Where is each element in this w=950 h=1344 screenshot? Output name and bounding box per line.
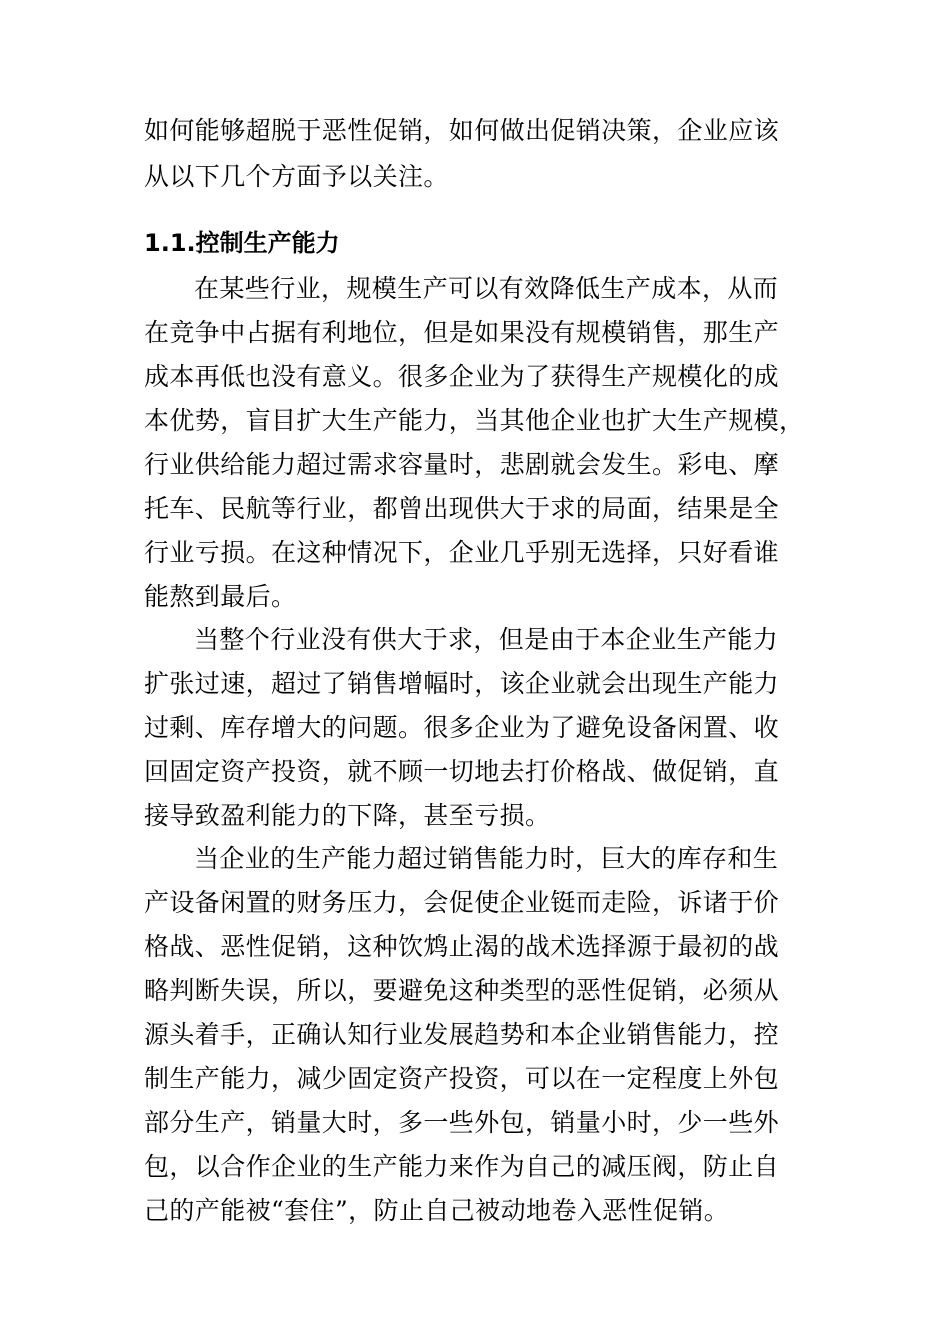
paragraph-line: 己的产能被“套住”，防止自己被动地卷入恶性促销。 — [144, 1196, 730, 1225]
paragraph-line: 能熬到最后。 — [144, 582, 297, 611]
paragraph-line: 制生产能力，减少固定资产投资，可以在一定程度上外包 — [144, 1064, 780, 1093]
paragraph-line: 接导致盈利能力的下降，甚至亏损。 — [144, 801, 551, 830]
paragraph-line: 扩张过速，超过了销售增幅时，该企业就会出现生产能力 — [144, 669, 780, 698]
paragraph-line: 在竞争中占据有利地位，但是如果没有规模销售，那生产 — [144, 318, 780, 347]
intro-line: 如何能够超脱于恶性促销，如何做出促销决策，企业应该 — [144, 116, 780, 145]
paragraph-line: 托车、民航等行业，都曾出现供大于求的局面，结果是全 — [144, 494, 780, 523]
paragraph-line: 行业亏损。在这种情况下，企业几乎别无选择，只好看谁 — [144, 538, 780, 567]
paragraph-line: 部分生产，销量大时，多一些外包，销量小时，少一些外 — [144, 1108, 780, 1137]
paragraph-line: 当整个行业没有供大于求，但是由于本企业生产能力 — [194, 625, 779, 654]
paragraph-line: 回固定资产投资，就不顾一切地去打价格战、做促销，直 — [144, 757, 780, 786]
paragraph-line: 当企业的生产能力超过销售能力时，巨大的库存和生 — [194, 844, 779, 873]
section-heading: 1.1.控制生产能力 — [144, 229, 340, 257]
paragraph-line: 产设备闲置的财务压力，会促使企业铤而走险，诉诸于价 — [144, 888, 780, 917]
paragraph-line: 过剩、库存增大的问题。很多企业为了避免设备闲置、收 — [144, 713, 780, 742]
paragraph-line: 成本再低也没有意义。很多企业为了获得生产规模化的成 — [144, 362, 780, 391]
paragraph-line: 格战、恶性促销，这种饮鸩止渴的战术选择源于最初的战 — [144, 932, 780, 961]
intro-line: 从以下几个方面予以关注。 — [144, 162, 449, 191]
paragraph-line: 本优势，盲目扩大生产能力，当其他企业也扩大生产规模， — [144, 406, 805, 435]
paragraph-line: 源头着手，正确认知行业发展趋势和本企业销售能力，控 — [144, 1020, 780, 1049]
paragraph-line: 包，以合作企业的生产能力来作为自己的减压阀，防止自 — [144, 1152, 780, 1181]
paragraph-line: 略判断失误，所以，要避免这种类型的恶性促销，必须从 — [144, 976, 780, 1005]
paragraph-line: 行业供给能力超过需求容量时，悲剧就会发生。彩电、摩 — [144, 450, 780, 479]
paragraph-line: 在某些行业，规模生产可以有效降低生产成本，从而 — [194, 274, 779, 303]
